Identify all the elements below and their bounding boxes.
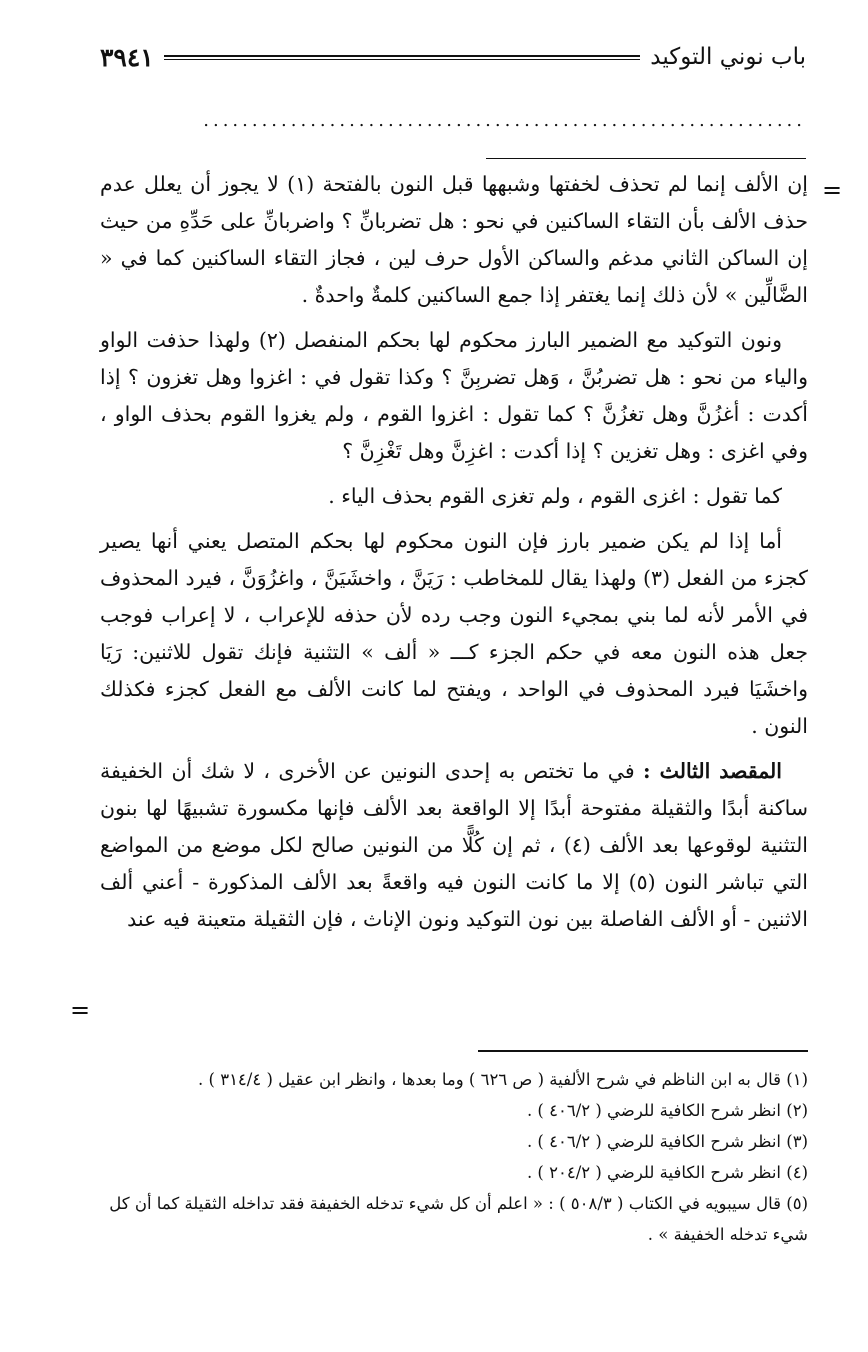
running-header — [100, 40, 806, 74]
continuation-marker-bottom: = — [70, 996, 91, 1024]
paragraph: ونون التوكيد مع الضمير البارز محكوم لها بحكم المنفصل (٢) ولهذا حذفت الواو والياء من نحو : هل تضربُنَّ ، وَهل تضربِنَّ ؟ وكذا تقول في : اغزوا وهل تغزون ؟ إذا أكدت : أغزُنَّ وهل تغزُنَّ ؟ كما تقول : اغزوا القوم ، ولم يغزوا القوم بحذف الواو ، وفي اغزى : وهل تغزين ؟ إذا أكدت : اغزِنَّ وهل تَغْزِنَّ ؟ — [100, 328, 808, 463]
continuation-rule — [486, 158, 806, 159]
paragraph: إن الألف إنما لم تحذف لخفتها وشبهها قبل النون بالفتحة (١) لا يجوز أن يعلل عدم حذف الألف بأن التقاء الساكنين في نحو : هل تضربانِّ ؟ واضربانِّ على حَدِّهِ من حيث إن الساكن الثاني مدغم والساكن الأول حرف لين ، فجاز التقاء الساكنين كما في « الضَّالِّين » لأن ذلك إنما يغتفر إذا جمع الساكنين كلمةٌ واحدةٌ . — [100, 172, 808, 307]
section-text: في ما تختص به إحدى النونين عن الأخرى ، لا شك أن الخفيفة ساكنة أبدًا والثقيلة مفتوحة أبدًا إلا الواقعة بعد الألف فإنها مكسورة تشبيهًا لها بنون التثنية لوقوعها بعد الألف (٤) ، ثم إن كُلًّا من النونين صالح لكل موضع من المواضع التي تباشر النون (٥) إلا ما كانت النون فيه واقعةً بعد الألف المذكورة - أعني ألف الاثنين - أو الألف الفاصلة بين نون التوكيد ونون الإناث ، فإن الثقيلة متعينة فيه عند — [100, 759, 809, 931]
footnotes — [100, 1064, 808, 1250]
section-heading: المقصد الثالث : — [643, 759, 782, 783]
section-paragraph — [100, 753, 808, 938]
chapter-title: باب نوني التوكيد — [650, 44, 806, 70]
footnote: (٥) قال سيبويه في الكتاب ( ٥٠٨/٣ ) : « اعلم أن كل شيء تدخله الخفيفة فقد تداخله الثقيلة كما أن كل شيء تدخله الخفيفة » . — [109, 1194, 808, 1244]
footnote: (٢) انظر شرح الكافية للرضي ( ٤٠٦/٢ ) . — [526, 1101, 808, 1120]
footnote-rule — [478, 1050, 808, 1052]
footnote: (١) قال به ابن الناظم في شرح الألفية ( ص ٦٢٦ ) وما بعدها ، وانظر ابن عقيل ( ٣١٤/٤ ) . — [198, 1070, 808, 1089]
page-number: ٣٩٤١ — [100, 42, 154, 72]
paragraph: أما إذا لم يكن ضمير بارز فإن النون محكوم لها بحكم المتصل يعني أنها يصير كجزء من الفعل (٣) ولهذا يقال للمخاطب : رَيَنَّ ، واخشَيَنَّ ، واغزُوَنَّ ، فيرد المحذوف في الأمر لأنه لما بني بمجيء النون وجب رده لأن حذفه للإعراب ، لا إعراب فوجب جعل هذه النون معه في حكم الجزء كـــ « ألف » التثنية فإنك تقول للاثنين: رَيَا واخشَيَا فيرد المحذوف في الواحد ، ويفتح لما كانت الألف مع الفعل كجزء فكذلك النون . — [100, 529, 808, 738]
footnote: (٣) انظر شرح الكافية للرضي ( ٤٠٦/٢ ) . — [526, 1132, 808, 1151]
dotted-separator: .............................................................. — [203, 112, 806, 130]
main-text — [100, 166, 808, 938]
paragraph: كما تقول : اغزى القوم ، ولم تغزى القوم بحذف الياء . — [328, 484, 782, 508]
footnote: (٤) انظر شرح الكافية للرضي ( ٢٠٤/٢ ) . — [526, 1163, 808, 1182]
continuation-marker-top: = — [822, 176, 843, 204]
header-rule — [164, 55, 641, 60]
